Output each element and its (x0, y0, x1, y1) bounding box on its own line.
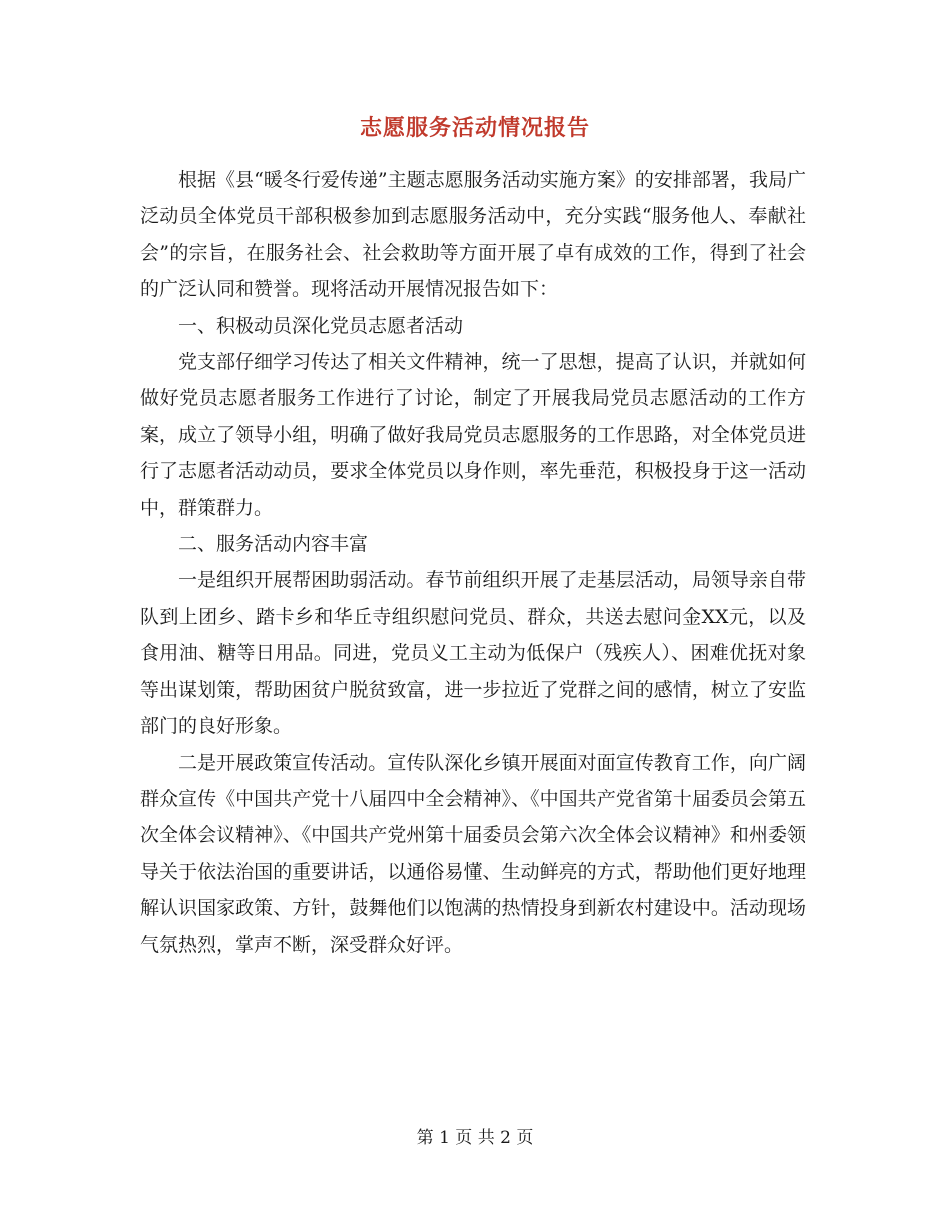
document-title: 志愿服务活动情况报告 (359, 115, 590, 141)
paragraph-intro: 根据《县“暖冬行爱传递”主题志愿服务活动实施方案》的安排部署，我局广泛动员全体党员干部积极参加到志愿服务活动中，充分实践“服务他人、奉献社会”的宗旨，在服务社会、社会救助等方面开展了卓有成效的工作，得到了社会的广泛认同和赞誉。现将活动开展情况报告如下： (140, 169, 806, 301)
page-number-footer: 第 1 页 共 2 页 (416, 1128, 534, 1148)
section-heading-1: 一、积极动员深化党员志愿者活动 (178, 314, 464, 337)
paragraph-section-1: 党支部仔细学习传达了相关文件精神，统一了思想，提高了认识，并就如何做好党员志愿者服务工作进行了讨论，制定了开展我局党员志愿活动的工作方案，成立了领导小组，明确了做好我局党员志愿服务的工作思路，对全体党员进行了志愿者活动动员，要求全体党员以身作则，率先垂范，积极投身于这一活动中，群策群力。 (140, 351, 806, 519)
section-heading-2: 二、服务活动内容丰富 (178, 533, 369, 556)
paragraph-policy-promotion: 二是开展政策宣传活动。宣传队深化乡镇开展面对面宣传教育工作，向广阔群众宣传《中国共产党十八届四中全会精神》、《中国共产党省第十届委员会第五次全体会议精神》、《中国共产党州第十届委员会第六次全体会议精神》和州委领导关于依法治国的重要讲话，以通俗易懂、生动鲜亮的方式，帮助他们更好地理解认识国家政策、方针，鼓舞他们以饱满的热情投身到新农村建设中。活动现场气氛热烈，掌声不断，深受群众好评。 (140, 751, 806, 956)
paragraph-assistance: 一是组织开展帮困助弱活动。春节前组织开展了走基层活动，局领导亲自带队到上团乡、踏卡乡和华丘寺组织慰问党员、群众，共送去慰问金XX元，以及食用油、糖等日用品。同进，党员义工主动为低保户（残疾人）、困难优抚对象等出谋划策，帮助困贫户脱贫致富，进一步拉近了党群之间的感情，树立了安监部门的良好形象。 (140, 569, 806, 738)
document-body (140, 162, 806, 963)
